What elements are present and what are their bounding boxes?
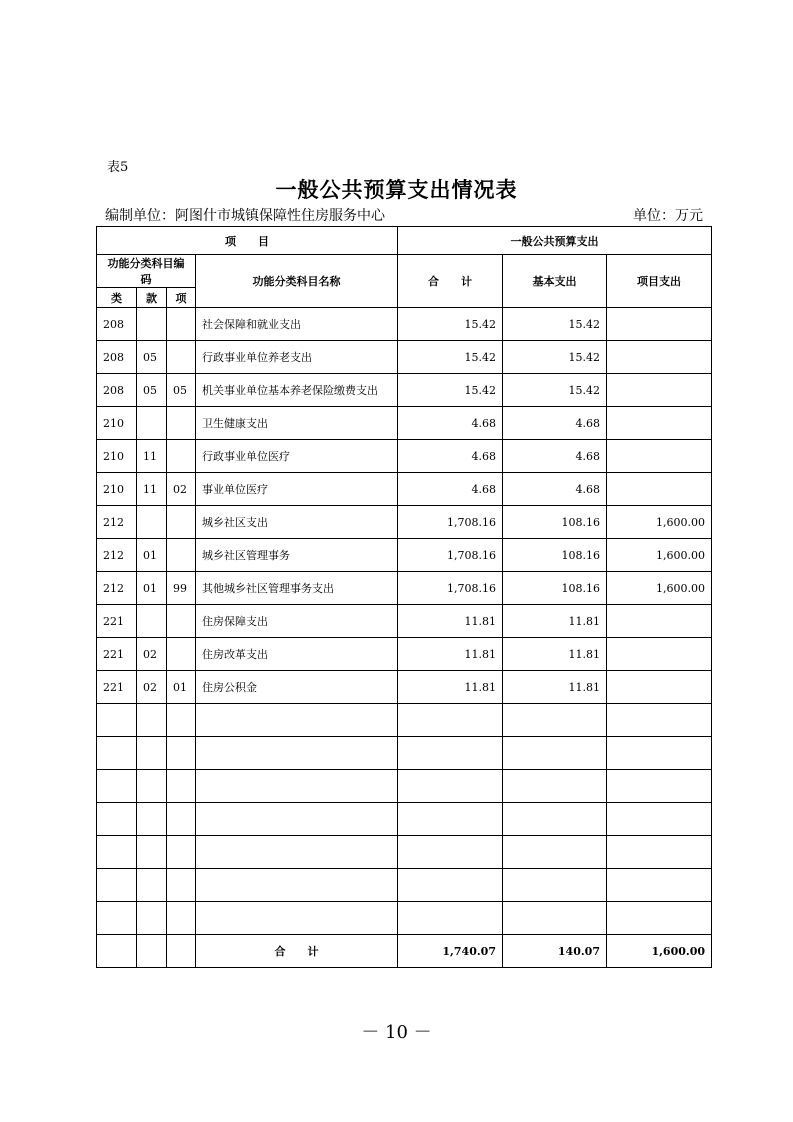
project-amount: 1,600.00 [607, 572, 712, 605]
empty-cell [196, 737, 398, 770]
empty-cell [503, 869, 607, 902]
empty-cell [607, 836, 712, 869]
header-name: 功能分类科目名称 [196, 255, 398, 308]
project-amount [607, 374, 712, 407]
code-kuan: 01 [137, 572, 167, 605]
empty-cell [503, 902, 607, 935]
basic-amount: 15.42 [503, 341, 607, 374]
basic-amount: 108.16 [503, 572, 607, 605]
code-kuan: 02 [137, 638, 167, 671]
code-kuan: 05 [137, 374, 167, 407]
totals-basic: 140.07 [503, 935, 607, 968]
code-kuan: 05 [137, 341, 167, 374]
empty-cell [196, 869, 398, 902]
empty-cell [503, 770, 607, 803]
code-xiang [167, 440, 196, 473]
table-row [97, 539, 712, 572]
code-kuan: 01 [137, 539, 167, 572]
empty-cell [503, 704, 607, 737]
code-xiang: 02 [167, 473, 196, 506]
table-row [97, 407, 712, 440]
currency-unit: 单位：万元 [633, 208, 703, 224]
header-general-budget: 一般公共预算支出 [398, 227, 712, 255]
code-lei: 221 [97, 671, 137, 704]
code-kuan: 11 [137, 440, 167, 473]
empty-row [97, 869, 712, 902]
project-amount [607, 308, 712, 341]
item-name: 行政事业单位医疗 [196, 440, 398, 473]
header-code-group: 功能分类科目编码 [97, 255, 196, 288]
empty-cell [196, 902, 398, 935]
code-lei: 210 [97, 407, 137, 440]
empty-cell [97, 803, 137, 836]
empty-cell [503, 803, 607, 836]
header-total: 合 计 [398, 255, 503, 308]
empty-cell [137, 770, 167, 803]
total-amount: 4.68 [398, 440, 503, 473]
code-kuan: 11 [137, 473, 167, 506]
table-row [97, 374, 712, 407]
project-amount [607, 473, 712, 506]
code-xiang [167, 638, 196, 671]
empty-cell [503, 737, 607, 770]
project-amount: 1,600.00 [607, 539, 712, 572]
empty-cell [607, 869, 712, 902]
empty-cell [137, 902, 167, 935]
table-row [97, 506, 712, 539]
empty-cell [97, 737, 137, 770]
basic-amount: 11.81 [503, 638, 607, 671]
total-amount: 15.42 [398, 308, 503, 341]
basic-amount: 108.16 [503, 539, 607, 572]
total-amount: 4.68 [398, 473, 503, 506]
code-kuan [137, 605, 167, 638]
empty-cell [137, 935, 167, 968]
empty-row [97, 770, 712, 803]
code-kuan [137, 407, 167, 440]
total-amount: 15.42 [398, 341, 503, 374]
project-amount [607, 341, 712, 374]
empty-cell [398, 902, 503, 935]
code-kuan [137, 308, 167, 341]
empty-cell [97, 869, 137, 902]
code-lei: 221 [97, 605, 137, 638]
totals-project: 1,600.00 [607, 935, 712, 968]
basic-amount: 4.68 [503, 407, 607, 440]
empty-cell [167, 935, 196, 968]
project-amount [607, 638, 712, 671]
project-amount [607, 605, 712, 638]
code-lei: 208 [97, 308, 137, 341]
table-row [97, 572, 712, 605]
total-amount: 1,708.16 [398, 539, 503, 572]
code-lei: 208 [97, 341, 137, 374]
empty-cell [167, 869, 196, 902]
empty-cell [196, 836, 398, 869]
code-kuan: 02 [137, 671, 167, 704]
empty-cell [398, 836, 503, 869]
basic-amount: 11.81 [503, 671, 607, 704]
totals-total: 1,740.07 [398, 935, 503, 968]
item-name: 事业单位医疗 [196, 473, 398, 506]
empty-row [97, 836, 712, 869]
header-kuan: 款 [137, 288, 167, 308]
empty-cell [167, 803, 196, 836]
empty-cell [196, 803, 398, 836]
empty-row [97, 704, 712, 737]
basic-amount: 4.68 [503, 473, 607, 506]
empty-cell [167, 704, 196, 737]
code-lei: 212 [97, 506, 137, 539]
empty-cell [607, 902, 712, 935]
item-name: 行政事业单位养老支出 [196, 341, 398, 374]
table-row [97, 671, 712, 704]
basic-amount: 4.68 [503, 440, 607, 473]
item-name: 住房保障支出 [196, 605, 398, 638]
code-xiang [167, 341, 196, 374]
empty-cell [97, 935, 137, 968]
page-title: 一般公共预算支出情况表 [275, 177, 518, 202]
empty-row [97, 737, 712, 770]
code-lei: 208 [97, 374, 137, 407]
total-amount: 4.68 [398, 407, 503, 440]
empty-row [97, 803, 712, 836]
table-row [97, 473, 712, 506]
code-lei: 221 [97, 638, 137, 671]
table-row [97, 341, 712, 374]
empty-cell [167, 770, 196, 803]
total-amount: 15.42 [398, 374, 503, 407]
empty-cell [137, 737, 167, 770]
empty-cell [97, 902, 137, 935]
project-amount: 1,600.00 [607, 506, 712, 539]
total-amount: 11.81 [398, 671, 503, 704]
empty-cell [97, 836, 137, 869]
basic-amount: 15.42 [503, 374, 607, 407]
empty-cell [196, 770, 398, 803]
header-project-expense: 项目支出 [607, 255, 712, 308]
table-row [97, 638, 712, 671]
item-name: 住房改革支出 [196, 638, 398, 671]
basic-amount: 108.16 [503, 506, 607, 539]
basic-amount: 15.42 [503, 308, 607, 341]
empty-cell [607, 803, 712, 836]
total-amount: 1,708.16 [398, 572, 503, 605]
table-label: 表5 [107, 160, 129, 175]
empty-cell [398, 869, 503, 902]
item-name: 城乡社区支出 [196, 506, 398, 539]
code-kuan [137, 506, 167, 539]
project-amount [607, 671, 712, 704]
empty-cell [137, 803, 167, 836]
item-name: 城乡社区管理事务 [196, 539, 398, 572]
empty-cell [503, 836, 607, 869]
code-lei: 212 [97, 572, 137, 605]
code-lei: 210 [97, 440, 137, 473]
code-xiang [167, 605, 196, 638]
empty-cell [97, 770, 137, 803]
empty-cell [167, 836, 196, 869]
basic-amount: 11.81 [503, 605, 607, 638]
empty-cell [167, 737, 196, 770]
code-xiang: 99 [167, 572, 196, 605]
code-xiang [167, 308, 196, 341]
table-row [97, 605, 712, 638]
total-amount: 1,708.16 [398, 506, 503, 539]
item-name: 机关事业单位基本养老保险缴费支出 [196, 374, 398, 407]
empty-cell [398, 704, 503, 737]
table-row [97, 308, 712, 341]
empty-cell [167, 902, 196, 935]
item-name: 其他城乡社区管理事务支出 [196, 572, 398, 605]
item-name: 社会保障和就业支出 [196, 308, 398, 341]
header-row-middle [97, 255, 712, 288]
header-project: 项 目 [97, 227, 398, 255]
page-number: － 10 － [361, 1022, 432, 1043]
empty-cell [97, 704, 137, 737]
total-amount: 11.81 [398, 605, 503, 638]
empty-cell [607, 770, 712, 803]
empty-cell [137, 836, 167, 869]
totals-row [97, 935, 712, 968]
item-name: 住房公积金 [196, 671, 398, 704]
empty-cell [398, 803, 503, 836]
code-xiang [167, 506, 196, 539]
empty-cell [398, 737, 503, 770]
total-amount: 11.81 [398, 638, 503, 671]
code-xiang [167, 407, 196, 440]
code-xiang [167, 539, 196, 572]
compiling-unit: 编制单位：阿图什市城镇保障性住房服务中心 [105, 208, 385, 224]
project-amount [607, 407, 712, 440]
code-xiang: 05 [167, 374, 196, 407]
code-lei: 210 [97, 473, 137, 506]
budget-table [96, 226, 712, 968]
code-xiang: 01 [167, 671, 196, 704]
empty-cell [137, 869, 167, 902]
code-lei: 212 [97, 539, 137, 572]
empty-cell [137, 704, 167, 737]
header-row-top [97, 227, 712, 255]
empty-row [97, 902, 712, 935]
empty-cell [607, 704, 712, 737]
table-row [97, 440, 712, 473]
header-basic: 基本支出 [503, 255, 607, 308]
empty-cell [607, 737, 712, 770]
totals-label: 合 计 [196, 935, 398, 968]
header-xiang: 项 [167, 288, 196, 308]
header-lei: 类 [97, 288, 137, 308]
project-amount [607, 440, 712, 473]
empty-cell [398, 770, 503, 803]
empty-cell [196, 704, 398, 737]
item-name: 卫生健康支出 [196, 407, 398, 440]
